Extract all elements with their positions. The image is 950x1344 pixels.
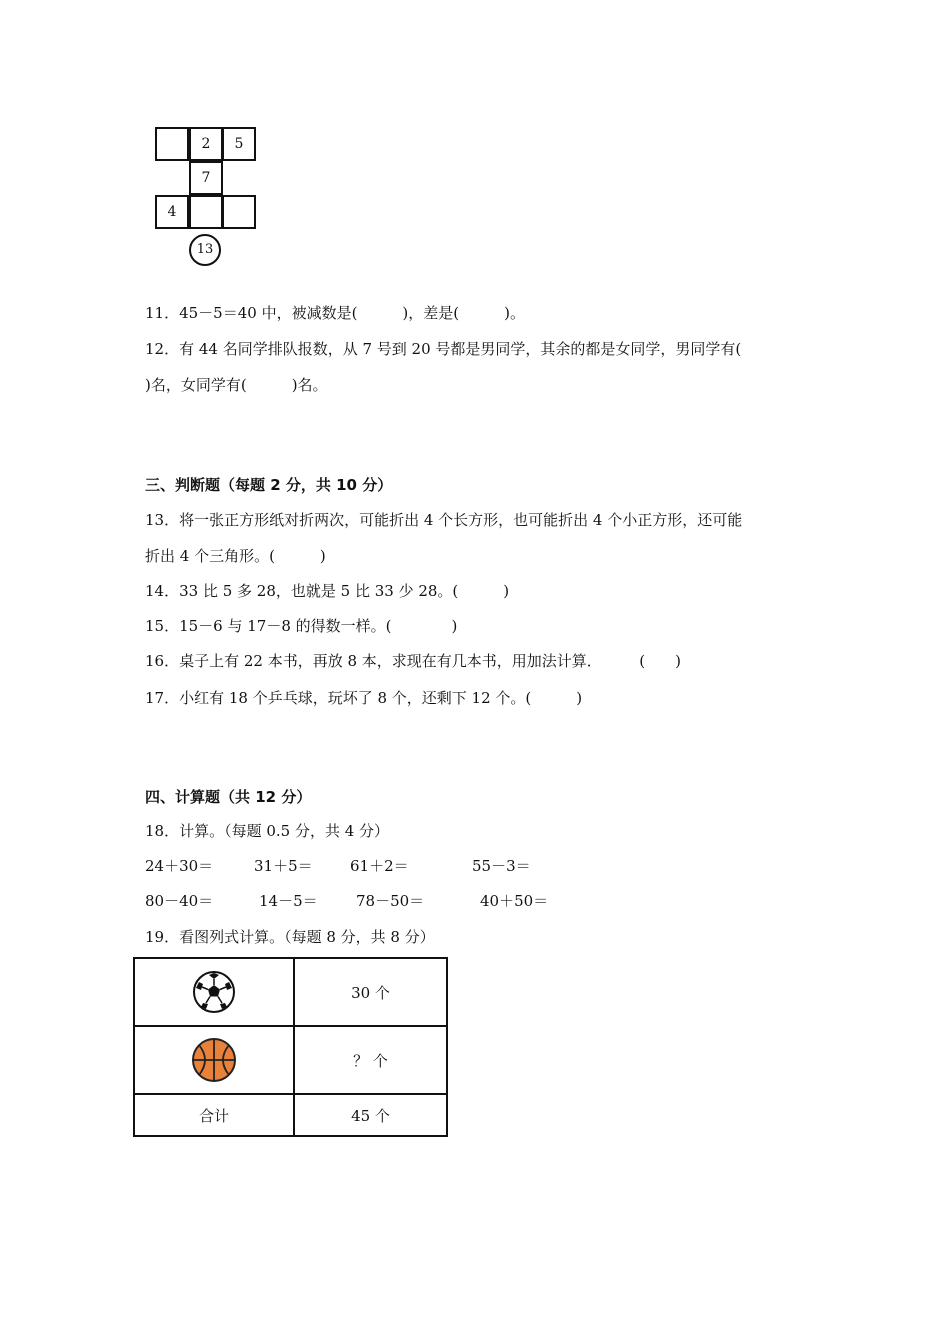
soccer-ball-icon [192,970,236,1014]
question-17: 17．小红有 18 个乒乓球，玩坏了 8 个，还剩下 12 个。( ) [145,689,583,707]
soccer-cell [134,958,294,1026]
question-18: 18．计算。（每题 0.5 分，共 4 分） [145,822,390,840]
question-13-line1: 13．将一张正方形纸对折两次，可能折出 4 个长方形，也可能折出 4 个小正方形，还可能 [145,511,743,529]
calc-item: 55－3＝ [472,857,531,875]
basketball-cell [134,1026,294,1094]
question-11: 11．45－5＝40 中，被减数是( )，差是( )。 [145,304,525,322]
calc-item: 61＋2＝ [350,857,409,875]
question-15: 15．15－6 与 17－8 的得数一样。( ) [145,617,458,635]
ball-table [133,957,448,1137]
calc-item: 14－5＝ [259,892,318,910]
question-19: 19．看图列式计算。（每题 8 分，共 8 分） [145,928,435,946]
grid-cell: 4 [155,195,189,229]
grid-cell: 7 [189,161,223,195]
section-3-title: 三、判断题（每题 2 分，共 10 分） [145,476,393,494]
question-16: 16．桌子上有 22 本书，再放 8 本，求现在有几本书，用加法计算． ( ) [145,652,681,670]
grid-cell[interactable] [189,195,223,229]
total-label: 合计 [134,1094,294,1136]
grid-circle: 13 [189,234,221,266]
soccer-value: 30 个 [294,958,447,1026]
basketball-icon [191,1037,237,1083]
question-12-line2: )名，女同学有( )名。 [145,376,328,394]
question-13-line2: 折出 4 个三角形。( ) [145,547,326,565]
calc-item: 78－50＝ [356,892,425,910]
total-value: 45 个 [294,1094,447,1136]
section-4-title: 四、计算题（共 12 分） [145,788,312,806]
grid-cell[interactable] [155,127,189,161]
question-12-line1: 12．有 44 名同学排队报数，从 7 号到 20 号都是男同学，其余的都是女同学，男同学有( [145,340,742,358]
grid-cell[interactable] [222,195,256,229]
grid-cell: 5 [222,127,256,161]
calc-item: 31＋5＝ [254,857,313,875]
calc-item: 40＋50＝ [480,892,549,910]
calc-item: 80－40＝ [145,892,214,910]
grid-cell: 2 [189,127,223,161]
calc-item: 24＋30＝ [145,857,214,875]
question-14: 14．33 比 5 多 28，也就是 5 比 33 少 28。( ) [145,582,510,600]
basketball-value[interactable]: ？ 个 [294,1026,447,1094]
